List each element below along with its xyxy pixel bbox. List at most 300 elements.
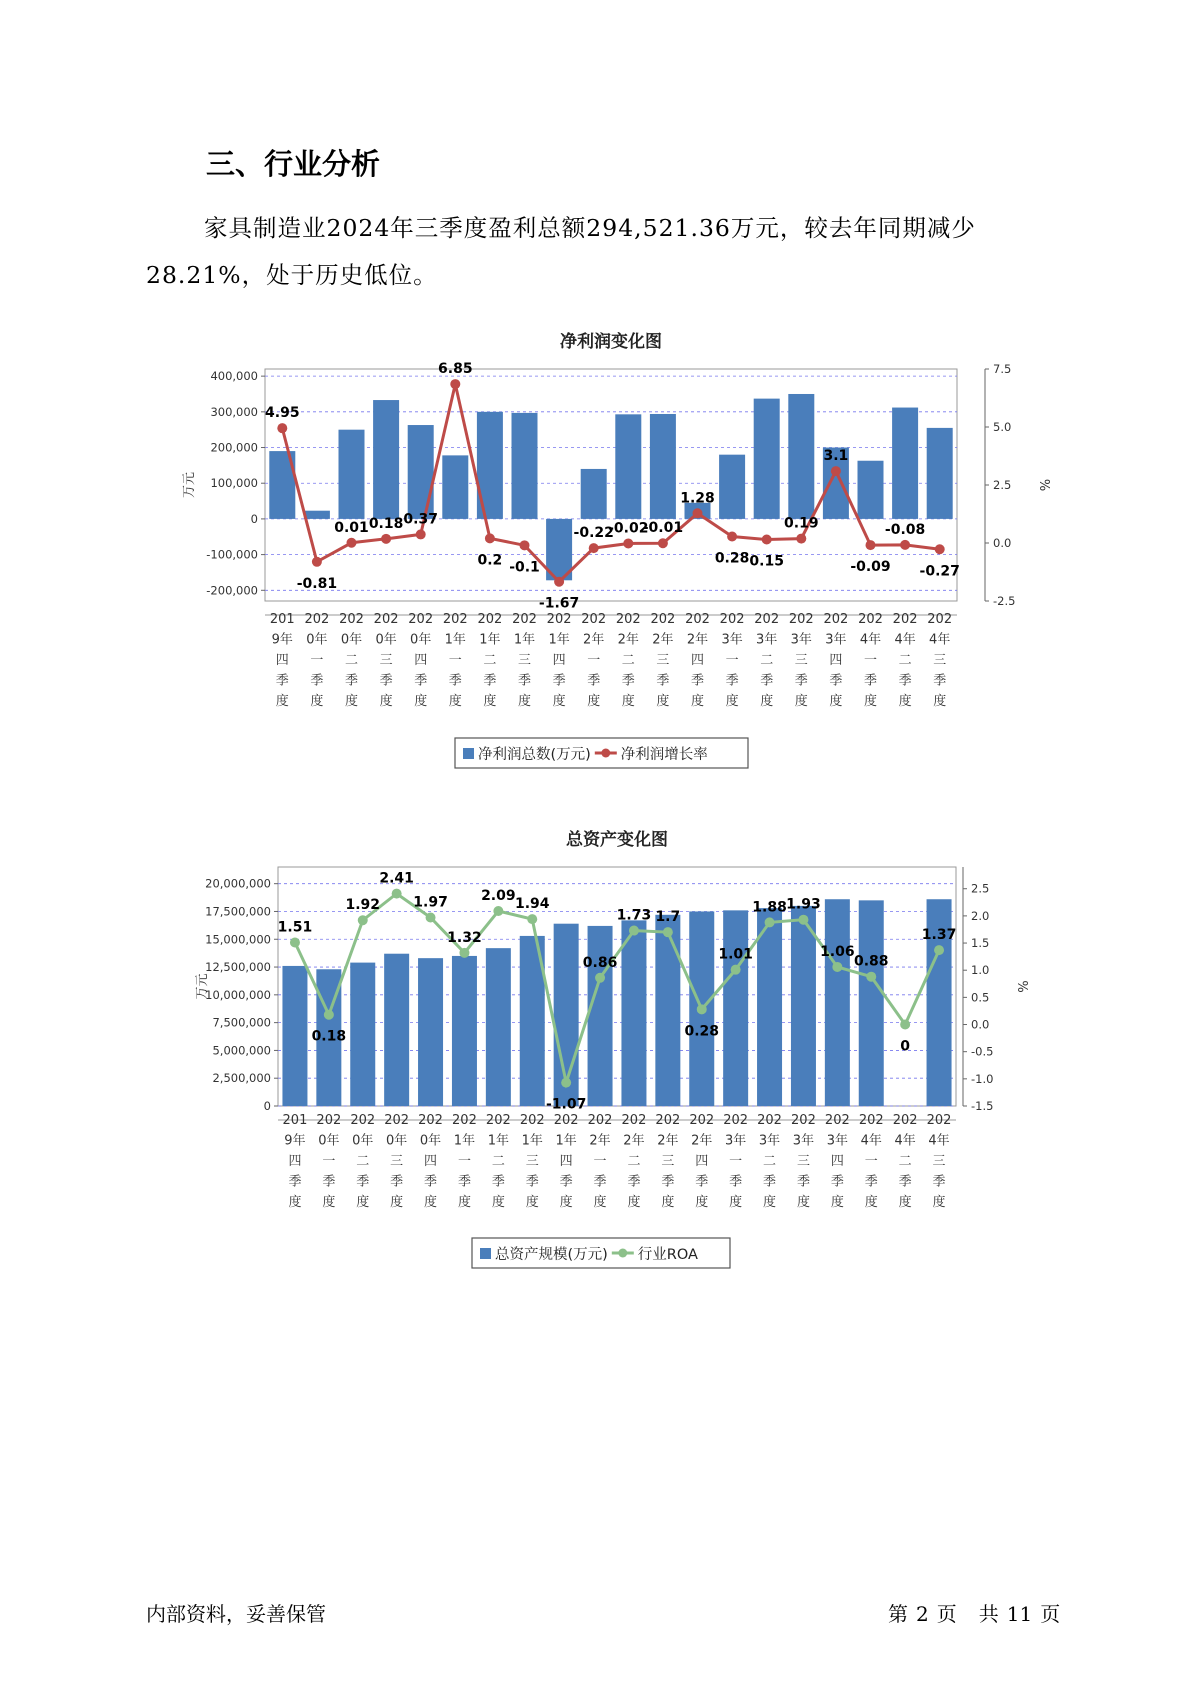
data-label: 0.01 [334, 519, 369, 536]
x-tick-label: 季 [863, 673, 878, 689]
x-tick-label: 二 [763, 1154, 777, 1169]
x-tick-label: 202 [350, 1113, 376, 1128]
line-point [866, 540, 876, 550]
bar [282, 966, 307, 1106]
x-tick-label: 二 [898, 1154, 912, 1169]
summary-paragraph: 家具制造业2024年三季度盈利总额294,521.36万元，较去年同期减少28.21%，处于历史低位。 [146, 214, 976, 289]
x-tick-label: 季 [491, 1174, 505, 1190]
x-tick-label: 202 [373, 612, 399, 627]
y2-tick-label: 2.5 [971, 881, 990, 896]
line-point [697, 1004, 707, 1014]
x-tick-label: 202 [723, 1113, 749, 1128]
x-tick-label: 三 [656, 653, 670, 668]
x-tick-label: 202 [858, 1113, 884, 1128]
x-tick-label: 度 [457, 1195, 471, 1210]
bar [373, 400, 399, 519]
y-tick-label: 2,500,000 [212, 1071, 271, 1086]
x-tick-label: 1年 [479, 632, 501, 648]
data-label: 1.7 [655, 909, 681, 926]
x-tick-label: 度 [695, 1195, 709, 1210]
line-point [358, 915, 368, 925]
x-tick-label: 度 [760, 694, 774, 709]
y-tick-label: 12,500,000 [205, 960, 271, 975]
x-tick-label: 二 [621, 653, 635, 668]
x-tick-label: 0年 [410, 632, 432, 648]
x-tick-label: 度 [898, 694, 912, 709]
y2-tick-label: 0.5 [971, 990, 990, 1005]
x-tick-label: 度 [587, 694, 601, 709]
line-point [485, 533, 495, 543]
data-label: -0.22 [573, 525, 614, 542]
x-tick-label: 度 [552, 694, 566, 709]
data-label: 0.19 [784, 515, 819, 532]
x-tick-label: 三 [794, 653, 808, 668]
data-label: 1.06 [820, 943, 855, 960]
x-tick-label: 季 [729, 1174, 743, 1190]
legend-label: 总资产规模(万元) [495, 1247, 608, 1263]
bar [757, 908, 782, 1106]
data-label: -0.09 [850, 559, 891, 576]
line-point [866, 972, 876, 982]
y-tick-label: 15,000,000 [205, 932, 271, 947]
x-tick-label: 季 [794, 673, 808, 689]
data-label: 1.37 [921, 927, 957, 944]
section-title: 三、行业分析 [206, 147, 381, 181]
bar [927, 428, 953, 519]
x-tick-label: 一 [593, 1154, 607, 1169]
x-tick-label: 202 [788, 612, 814, 627]
x-tick-label: 季 [379, 673, 393, 689]
data-label: -0.08 [884, 521, 926, 538]
data-label: 4.95 [265, 405, 300, 422]
y2-tick-label: -0.5 [971, 1044, 994, 1059]
line-point [347, 538, 357, 548]
x-tick-label: 202 [926, 1113, 952, 1128]
data-label: -0.01 [642, 520, 684, 537]
x-tick-label: 季 [552, 673, 566, 689]
x-tick-label: 度 [898, 1195, 912, 1210]
data-label: -1.07 [545, 1096, 587, 1113]
x-tick-label: 3年 [825, 632, 847, 648]
x-tick-label: 度 [288, 1195, 302, 1210]
x-tick-label: 季 [414, 673, 428, 689]
x-tick-label: 三 [379, 653, 393, 668]
x-tick-label: 1年 [453, 1133, 476, 1149]
x-tick-label: 度 [829, 694, 843, 709]
chart-title: 总资产变化图 [566, 830, 668, 850]
x-tick-label: 季 [593, 1174, 607, 1190]
x-tick-label: 度 [517, 694, 532, 709]
x-tick-label: 度 [491, 1195, 505, 1210]
data-label: 1.94 [514, 896, 550, 913]
x-tick-label: 季 [587, 673, 601, 689]
x-tick-label: 2年 [691, 1133, 713, 1149]
x-tick-label: 三 [796, 1154, 810, 1169]
line-point [589, 543, 599, 553]
x-tick-label: 季 [695, 1174, 709, 1190]
x-tick-label: 3年 [721, 632, 743, 648]
bar [581, 469, 607, 519]
data-label: -0.81 [296, 575, 338, 592]
line-point [561, 1078, 571, 1088]
x-tick-label: 四 [288, 1154, 302, 1169]
chart-title: 净利润变化图 [560, 332, 662, 352]
x-tick-label: 0年 [340, 632, 363, 648]
x-tick-label: 季 [356, 1174, 370, 1190]
x-tick-label: 度 [593, 1195, 607, 1210]
line-point [629, 926, 639, 936]
data-label: 0.15 [749, 553, 784, 570]
chart-1 [182, 331, 1051, 768]
total-pages: 11 [1006, 1602, 1033, 1626]
x-tick-label: 4年 [928, 1133, 950, 1149]
y2-axis-label: % [1036, 478, 1051, 492]
data-label: 0.18 [311, 1028, 347, 1045]
line-point [426, 913, 436, 923]
x-tick-label: 季 [448, 673, 462, 689]
y-tick-label: 7,500,000 [212, 1015, 271, 1030]
x-tick-label: 4年 [859, 632, 882, 648]
bar [408, 425, 434, 519]
x-tick-label: 202 [615, 612, 641, 627]
bar [486, 948, 511, 1106]
x-tick-label: 三 [933, 653, 947, 668]
x-tick-label: 0年 [386, 1133, 408, 1149]
bar [339, 430, 365, 519]
line-point [520, 540, 530, 550]
x-tick-label: 度 [796, 1195, 810, 1210]
x-tick-label: 202 [689, 1113, 715, 1128]
data-label: 1.01 [718, 946, 753, 963]
x-tick-label: 3年 [725, 1133, 747, 1149]
x-tick-label: 2年 [623, 1133, 645, 1149]
data-label: 0.18 [368, 515, 404, 532]
bar [452, 956, 477, 1106]
data-label: 0.86 [582, 954, 618, 971]
line-point [731, 965, 741, 975]
x-tick-label: 3年 [790, 632, 812, 648]
x-tick-label: 一 [864, 1154, 878, 1169]
footer-page-number [888, 1598, 1068, 1627]
y2-tick-label: 5.0 [993, 420, 1012, 434]
x-tick-label: 度 [379, 694, 393, 709]
y-tick-label: -200,000 [206, 583, 258, 598]
x-tick-label: 一 [310, 653, 324, 668]
bar [442, 455, 468, 519]
x-tick-label: 202 [581, 612, 607, 627]
y2-tick-label: -2.5 [993, 594, 1016, 608]
x-tick-label: 度 [414, 694, 428, 709]
x-tick-label: 季 [288, 1174, 302, 1190]
line-point [796, 534, 806, 544]
line-point [693, 508, 703, 518]
data-label: 1.97 [413, 894, 448, 911]
bar [655, 915, 680, 1106]
bar [859, 900, 884, 1106]
line-point [527, 914, 537, 924]
bar [791, 906, 816, 1106]
footer-confidential: 内部资料，妥善保管 [146, 1602, 326, 1626]
x-tick-label: 1年 [487, 1133, 509, 1149]
x-tick-label: 2年 [686, 632, 709, 648]
line-point [623, 538, 633, 548]
x-tick-label: 季 [760, 673, 774, 689]
x-tick-label: 四 [552, 653, 566, 668]
y-tick-label: 400,000 [210, 369, 258, 384]
x-tick-label: 季 [525, 1174, 539, 1190]
x-tick-label: 四 [275, 653, 289, 668]
y2-tick-label: -1.5 [971, 1099, 994, 1113]
page-number: 2 [916, 1602, 929, 1626]
x-tick-label: 1年 [513, 632, 536, 648]
line-point [900, 540, 910, 550]
x-tick-label: 4年 [929, 632, 951, 648]
x-tick-label: 一 [448, 653, 462, 668]
x-tick-label: 一 [457, 1154, 471, 1169]
x-tick-label: 四 [829, 653, 843, 668]
x-tick-label: 度 [690, 694, 705, 709]
x-tick-label: 202 [519, 1113, 545, 1128]
x-tick-label: 二 [898, 653, 912, 668]
total-label-post: 页 [1040, 1602, 1061, 1626]
x-tick-label: 202 [304, 612, 330, 627]
x-tick-label: 季 [830, 1174, 844, 1190]
line-point [658, 538, 668, 548]
line-point [765, 917, 775, 927]
bar [858, 461, 884, 519]
x-tick-label: 202 [587, 1113, 613, 1128]
x-tick-label: 季 [932, 1174, 946, 1190]
x-tick-label: 4年 [894, 632, 916, 648]
x-tick-label: 季 [898, 673, 912, 689]
x-tick-label: 度 [310, 694, 324, 709]
line-point [277, 423, 287, 433]
x-tick-label: 202 [384, 1113, 410, 1128]
bar [350, 963, 375, 1106]
x-tick-label: 2年 [617, 632, 639, 648]
x-tick-label: 度 [356, 1195, 370, 1210]
y-tick-label: 300,000 [210, 404, 258, 419]
x-tick-label: 0年 [318, 1133, 340, 1149]
x-tick-label: 0年 [352, 1133, 374, 1149]
bar [304, 511, 330, 519]
x-tick-label: 三 [661, 1154, 675, 1169]
total-label-pre: 共 [978, 1602, 999, 1626]
bar [723, 910, 748, 1106]
data-label: 0.88 [853, 953, 889, 970]
data-label: 1.51 [277, 919, 313, 936]
x-tick-label: 202 [892, 612, 918, 627]
y2-axis-label: % [1014, 980, 1029, 993]
bar [512, 413, 538, 519]
x-tick-label: 度 [763, 1195, 777, 1210]
y2-tick-label: 0.0 [971, 1017, 990, 1032]
x-tick-label: 季 [310, 673, 324, 689]
x-tick-label: 202 [824, 1113, 850, 1128]
x-tick-label: 度 [390, 1195, 404, 1210]
x-tick-label: 201 [269, 612, 295, 627]
data-label: 1.93 [786, 896, 821, 913]
x-tick-label: 202 [927, 612, 953, 627]
data-label: 0.37 [403, 511, 438, 528]
x-tick-label: 度 [621, 694, 635, 709]
x-tick-label: 季 [627, 1174, 641, 1190]
x-tick-label: 一 [322, 1154, 336, 1169]
x-tick-label: 202 [452, 1113, 477, 1128]
x-tick-label: 四 [559, 1154, 573, 1169]
line-point [831, 466, 841, 476]
x-tick-label: 2年 [589, 1133, 611, 1149]
line-point [727, 532, 737, 542]
x-tick-label: 度 [729, 1195, 743, 1210]
x-tick-label: 二 [760, 653, 774, 668]
line-point [935, 544, 945, 554]
data-label: -0.27 [919, 563, 960, 580]
page-label-pre: 第 [888, 1602, 908, 1626]
x-tick-label: 度 [933, 694, 947, 709]
x-tick-label: 一 [587, 653, 601, 668]
x-tick-label: 度 [448, 694, 462, 709]
line-point [798, 915, 808, 925]
chart-2 [195, 829, 1029, 1268]
x-tick-label: 2年 [583, 632, 605, 648]
x-tick-label: 季 [559, 1174, 573, 1190]
x-tick-label: 三 [932, 1154, 946, 1169]
bar [650, 414, 676, 519]
x-tick-label: 1年 [521, 1133, 543, 1149]
x-tick-label: 季 [763, 1174, 777, 1190]
x-tick-label: 二 [491, 1154, 505, 1169]
data-label: 6.85 [438, 361, 473, 378]
x-tick-label: 度 [322, 1195, 336, 1210]
y-tick-label: 5,000,000 [212, 1043, 271, 1058]
y-tick-label: 20,000,000 [205, 876, 271, 891]
x-tick-label: 202 [650, 612, 676, 627]
y2-tick-label: 2.0 [971, 908, 990, 923]
line-point [663, 927, 673, 937]
data-label: 0.2 [477, 552, 503, 569]
data-label: 1.88 [752, 899, 787, 916]
bar [825, 899, 850, 1106]
x-tick-label: 202 [685, 612, 710, 627]
x-tick-label: 202 [485, 1113, 511, 1128]
data-label: 1.28 [680, 490, 715, 507]
x-tick-label: 度 [794, 694, 808, 709]
x-tick-label: 二 [627, 1154, 641, 1169]
x-tick-label: 季 [898, 1174, 912, 1190]
x-tick-label: 季 [864, 1174, 878, 1190]
y-tick-label: 0 [250, 511, 258, 526]
x-tick-label: 202 [823, 612, 849, 627]
x-tick-label: 四 [414, 653, 428, 668]
x-tick-label: 202 [553, 1113, 579, 1128]
x-tick-label: 二 [483, 653, 497, 668]
x-tick-label: 二 [356, 1154, 370, 1169]
x-tick-label: 3年 [792, 1133, 815, 1149]
data-label: 1.73 [616, 907, 652, 924]
x-tick-label: 202 [621, 1113, 647, 1128]
y-tick-label: 10,000,000 [205, 987, 271, 1002]
x-tick-label: 3年 [756, 632, 778, 648]
legend-swatch-bar [480, 1248, 491, 1259]
legend-swatch-marker [601, 749, 610, 758]
line-point [324, 1010, 334, 1020]
x-tick-label: 度 [932, 1195, 946, 1210]
legend-swatch-marker [618, 1249, 627, 1258]
x-tick-label: 202 [339, 612, 364, 627]
x-tick-label: 四 [424, 1154, 438, 1169]
x-tick-label: 四 [690, 653, 705, 668]
x-tick-label: 202 [757, 1113, 782, 1128]
x-tick-label: 季 [424, 1174, 438, 1190]
bar [892, 408, 918, 519]
line-point [832, 962, 842, 972]
legend-label: 行业ROA [637, 1247, 698, 1263]
x-tick-label: 202 [655, 1113, 681, 1128]
x-tick-label: 度 [275, 694, 289, 709]
bar [788, 394, 814, 519]
x-tick-label: 季 [322, 1174, 336, 1190]
y2-tick-label: 1.5 [971, 936, 990, 951]
y-tick-label: 100,000 [210, 476, 258, 491]
line-point [934, 945, 944, 955]
legend-swatch-bar [463, 748, 474, 759]
x-tick-label: 四 [830, 1154, 844, 1169]
x-tick-label: 三 [525, 1154, 539, 1169]
x-tick-label: 1年 [444, 632, 466, 648]
line-point [312, 557, 322, 567]
line-point [290, 938, 300, 948]
y2-tick-label: 1.0 [971, 963, 990, 978]
x-tick-label: 三 [517, 653, 532, 668]
bar [615, 414, 641, 519]
x-tick-label: 9年 [284, 1133, 306, 1149]
x-tick-label: 202 [858, 612, 883, 627]
x-tick-label: 202 [408, 612, 434, 627]
x-tick-label: 3年 [826, 1133, 848, 1149]
x-tick-label: 202 [754, 612, 780, 627]
data-label: -0.02 [608, 520, 649, 537]
x-tick-label: 2年 [657, 1133, 679, 1149]
y-tick-label: -100,000 [206, 547, 258, 562]
x-tick-label: 度 [627, 1195, 641, 1210]
x-tick-label: 度 [525, 1195, 539, 1210]
x-tick-label: 度 [656, 694, 670, 709]
line-point [900, 1020, 910, 1030]
x-tick-label: 季 [390, 1174, 404, 1190]
line-point [554, 577, 564, 587]
x-tick-label: 季 [796, 1174, 810, 1190]
data-label: 2.09 [481, 887, 516, 904]
y-tick-label: 0 [263, 1099, 271, 1113]
x-tick-label: 0年 [419, 1133, 442, 1149]
data-label: 1.32 [447, 929, 482, 946]
x-tick-label: 季 [344, 673, 359, 689]
x-tick-label: 201 [282, 1113, 308, 1128]
y2-tick-label: 2.5 [993, 478, 1012, 492]
x-tick-label: 度 [830, 1195, 844, 1210]
y-tick-label: 200,000 [210, 440, 258, 455]
y2-tick-label: 0.0 [993, 536, 1012, 550]
data-label: -1.67 [538, 595, 580, 612]
x-tick-label: 4年 [860, 1133, 882, 1149]
x-tick-label: 季 [829, 673, 843, 689]
x-tick-label: 季 [517, 673, 532, 689]
x-tick-label: 季 [661, 1174, 675, 1190]
x-tick-label: 季 [483, 673, 497, 689]
x-tick-label: 202 [512, 612, 537, 627]
line-point [392, 889, 402, 899]
